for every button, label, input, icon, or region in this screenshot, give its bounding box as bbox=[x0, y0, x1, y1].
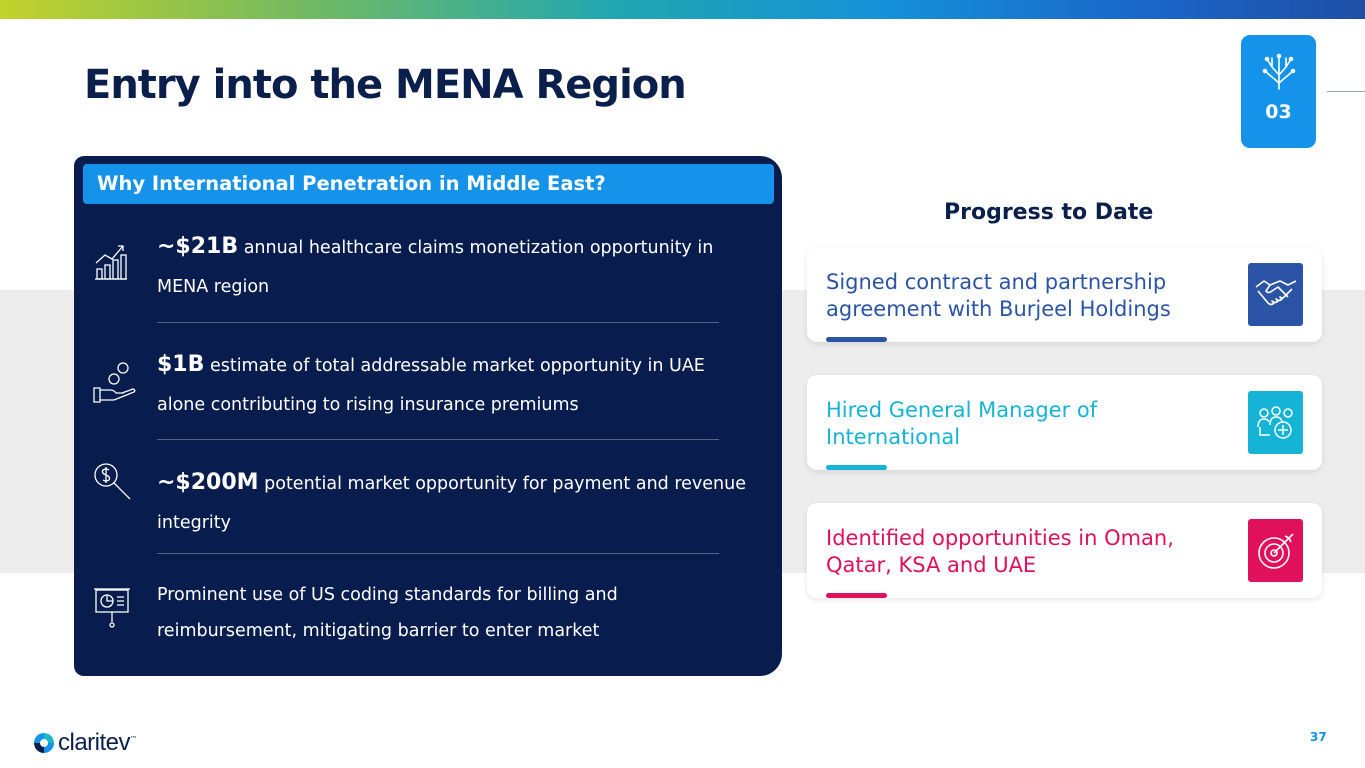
stat-highlight: ~$200M bbox=[157, 470, 259, 495]
progress-card-opportunities bbox=[807, 503, 1322, 598]
top-gradient-bar bbox=[0, 0, 1365, 19]
claritev-logo bbox=[34, 729, 137, 757]
section-badge bbox=[1241, 35, 1316, 148]
logo-trademark: ™ bbox=[130, 735, 138, 743]
stat-text: potential market opportunity for payment and revenue integrity bbox=[157, 474, 746, 533]
handshake-icon bbox=[1248, 263, 1303, 326]
progress-card-contract bbox=[807, 247, 1322, 342]
divider bbox=[157, 322, 719, 323]
card-text: Signed contract and partnership agreement with Burjeel Holdings bbox=[826, 270, 1171, 321]
stat-highlight: ~$21B bbox=[157, 234, 239, 259]
page-number: 37 bbox=[1310, 730, 1327, 744]
presentation-board-icon bbox=[92, 586, 132, 630]
logo-text: claritev bbox=[58, 729, 131, 756]
card-accent-bar bbox=[826, 337, 887, 342]
header-divider bbox=[1327, 91, 1365, 92]
circuit-tree-icon bbox=[1260, 53, 1298, 91]
stat-text: estimate of total addressable market opportunity in UAE alone contributing to rising insurance premiums bbox=[157, 356, 705, 415]
claritev-logo-icon bbox=[34, 733, 54, 753]
progress-title: Progress to Date bbox=[944, 200, 1154, 225]
dollar-search-icon bbox=[92, 461, 132, 501]
hand-coins-icon bbox=[92, 360, 136, 404]
stat-item bbox=[157, 463, 757, 543]
stat-highlight: $1B bbox=[157, 352, 205, 377]
panel-header: Why International Penetration in Middle East? bbox=[83, 164, 774, 204]
divider bbox=[157, 553, 719, 554]
stat-text: annual healthcare claims monetization opportunity in MENA region bbox=[157, 238, 714, 297]
stat-item bbox=[157, 227, 757, 307]
card-accent-bar bbox=[826, 593, 887, 598]
target-icon bbox=[1248, 519, 1303, 582]
stat-item bbox=[157, 345, 757, 425]
team-add-icon bbox=[1248, 391, 1303, 454]
progress-card-hire bbox=[807, 375, 1322, 470]
divider bbox=[157, 439, 719, 440]
section-number: 03 bbox=[1265, 101, 1292, 123]
card-accent-bar bbox=[826, 465, 887, 470]
card-text: Identified opportunities in Oman, Qatar, KSA and UAE bbox=[826, 526, 1174, 577]
card-text: Hired General Manager of International bbox=[826, 398, 1098, 449]
page-title: Entry into the MENA Region bbox=[84, 62, 686, 108]
why-mena-panel bbox=[74, 156, 782, 676]
growth-chart-icon bbox=[92, 241, 128, 281]
stat-text: Prominent use of US coding standards for billing and reimbursement, mitigating barrier to enter market bbox=[157, 585, 618, 641]
stat-item bbox=[157, 576, 757, 649]
